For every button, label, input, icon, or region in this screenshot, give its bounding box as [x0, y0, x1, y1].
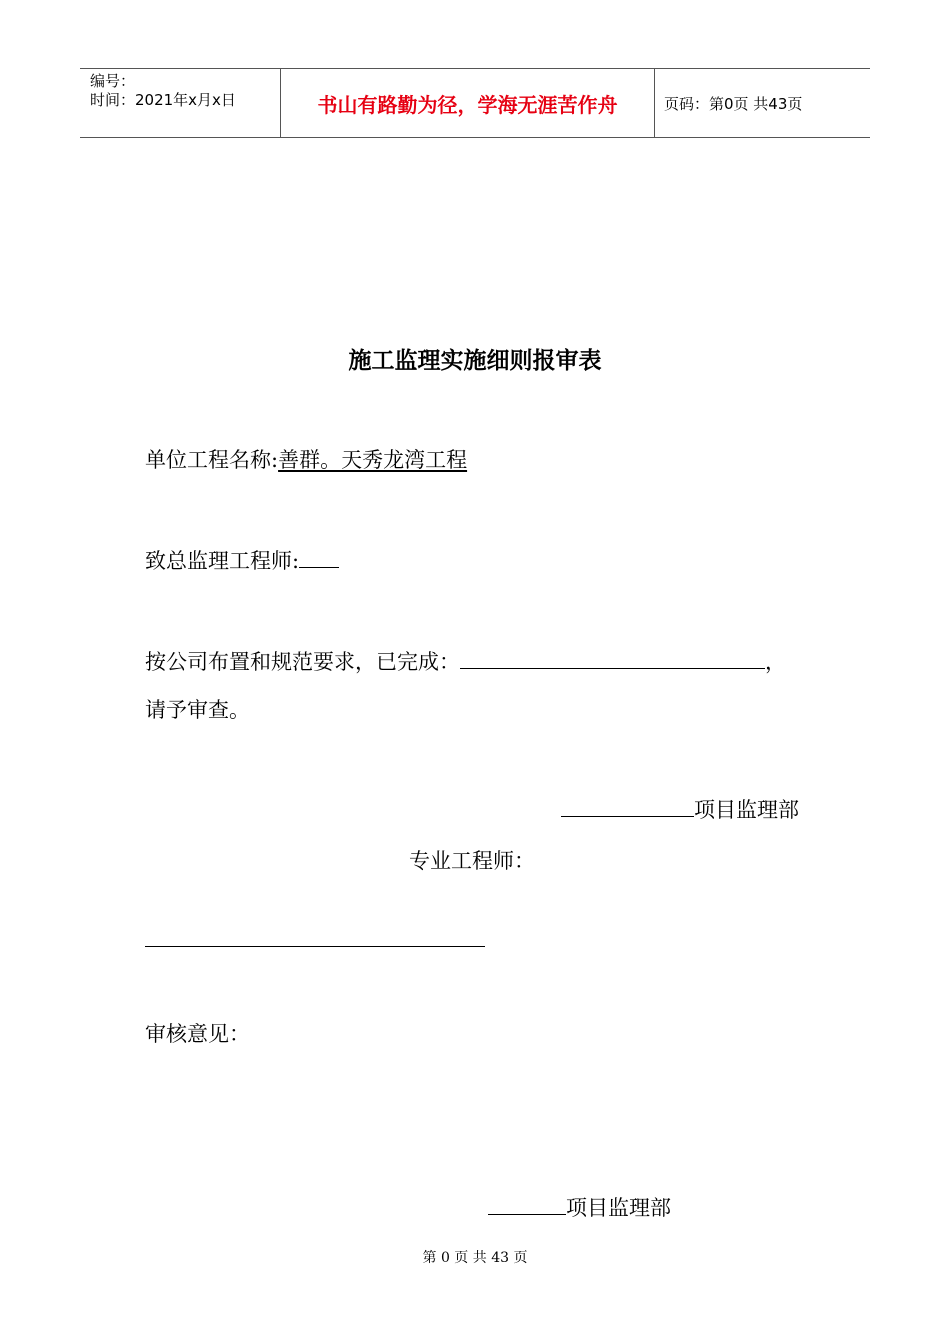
review-opinion-label: 审核意见：: [145, 1022, 250, 1046]
dept-label-1: 项目监理部: [694, 798, 799, 822]
engineer-signature-line: [145, 946, 485, 947]
document-header: [80, 68, 870, 138]
dept-row-2: [488, 1192, 671, 1222]
completed-row: [145, 646, 786, 676]
page-title: 施工监理实施细则报审表: [348, 347, 602, 374]
dept-blank-2: [488, 1196, 566, 1215]
dept-row-1: [561, 794, 799, 824]
dept-label-2: 项目监理部: [566, 1196, 671, 1220]
number-label: 编号：: [90, 72, 136, 90]
unit-name-row: [145, 444, 467, 474]
engineer-label: 专业工程师：: [409, 849, 535, 873]
review-request: 请予审查。: [145, 698, 250, 722]
completed-blank: [460, 650, 765, 669]
completed-comma: ，: [765, 650, 786, 674]
page-footer: 第 0 页 共 43 页: [422, 1250, 528, 1266]
addressee-blank: [299, 549, 339, 568]
unit-name-value: 善群。天秀龙湾工程: [278, 448, 468, 472]
addressee-row: [145, 545, 339, 575]
header-page-info: 页码：第0页 共43页: [664, 94, 803, 113]
completed-label: 按公司布置和规范要求，已完成：: [145, 650, 460, 674]
header-meta-cell: [80, 69, 281, 137]
header-motto: 书山有路勤为径，学海无涯苦作舟: [281, 69, 655, 137]
time-label: 时间：2021年x月x日: [90, 91, 236, 109]
dept-blank-1: [561, 798, 694, 817]
unit-name-label: 单位工程名称:: [145, 448, 279, 472]
addressee-label: 致总监理工程师:: [145, 549, 300, 573]
